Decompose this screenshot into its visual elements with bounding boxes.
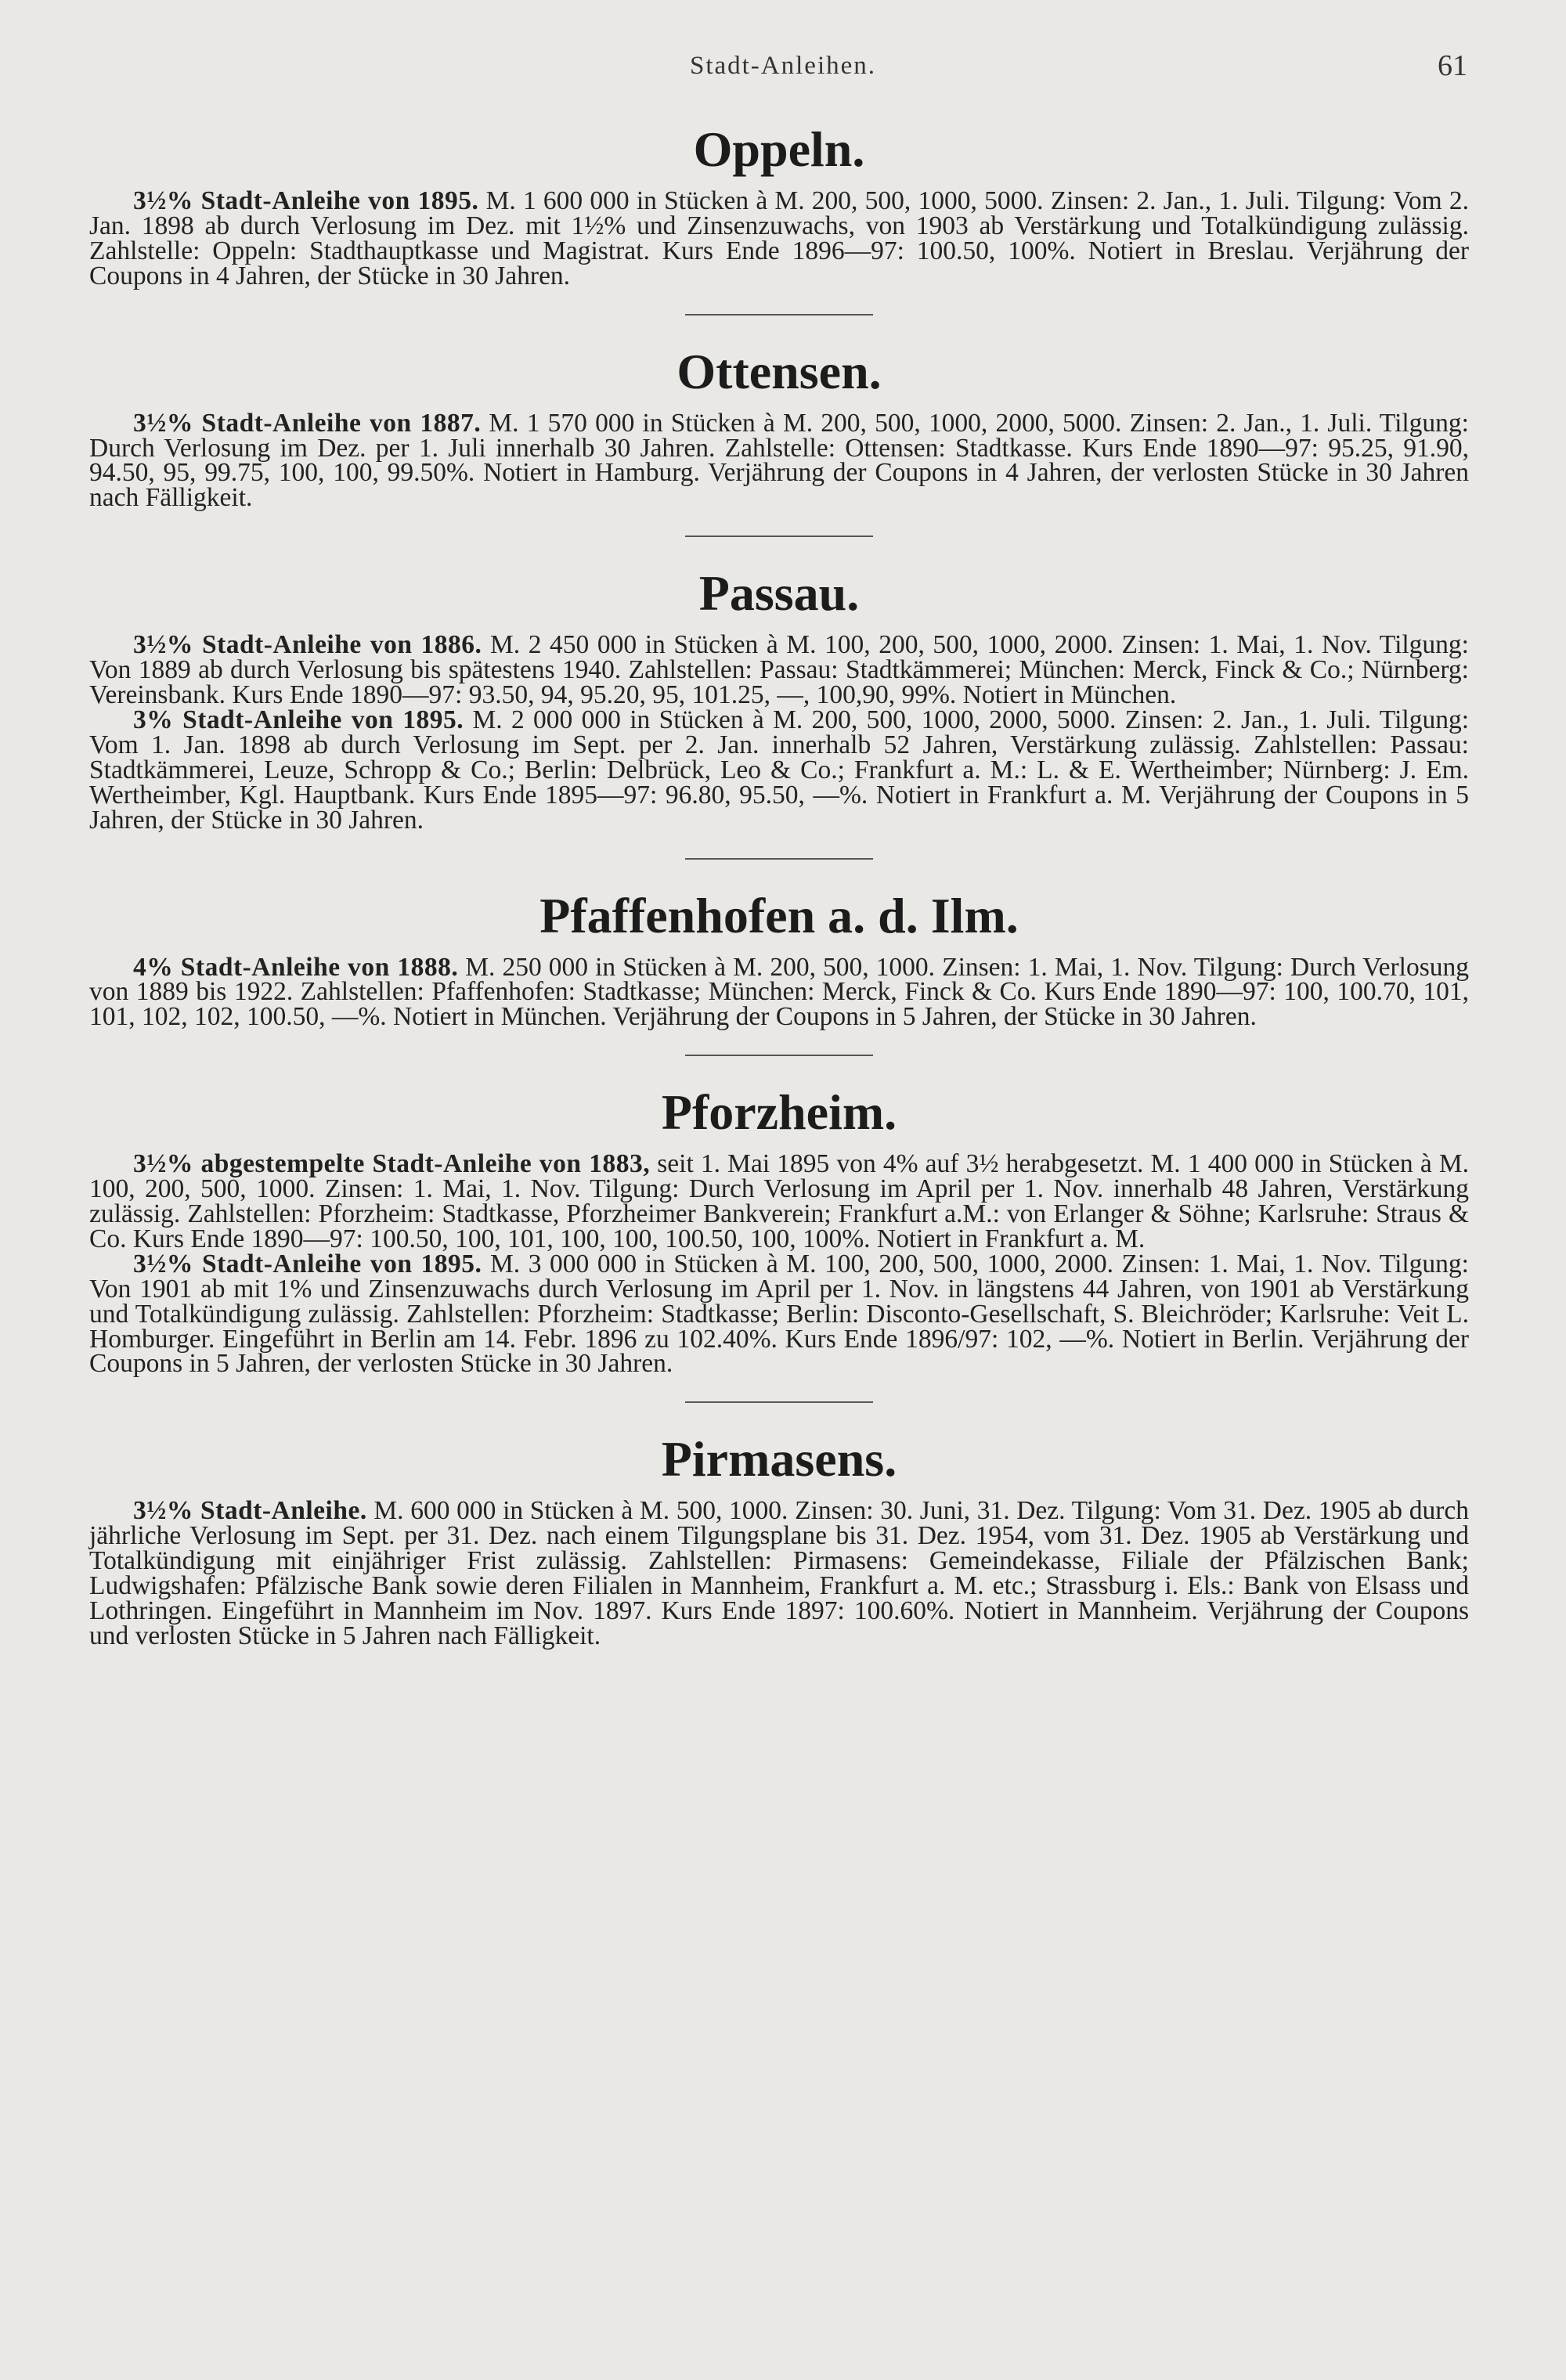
page-body [89, 121, 1469, 1649]
bond-entry [89, 408, 1469, 513]
running-head: Stadt-Anleihen. [689, 52, 877, 80]
section-pforzheim [89, 1084, 1470, 1379]
section-divider [685, 1401, 873, 1403]
bond-details: M. 2 450 000 in Stücken à M. 100, 200, 500, 1000, 2000. Zinsen: 1. Mai, 1. Nov. Tilgung: Von 1889 ab durch Verlosung bis spätestens 1940. Zahlstellen: Passau: Stadtkämmerei; München: Merck, Finck & Co.; Nürnberg: Vereinsbank. Kurs Ende 1890—97: 93.50, 94, 95.20, 95, 101.25, —, 100,90, 99%. Notiert in München. [89, 630, 1469, 710]
section-divider [685, 314, 873, 316]
bond-details: seit 1. Mai 1895 von 4% auf 3½ herabgesetzt. M. 1 400 000 in Stücken à M. 100, 200, 500, 1000. Zinsen: 1. Mai, 1. Nov. Tilgung: Durch Verlosung im April per 1. Nov. innerhalb 48 Jahren, Verstärkung zulässig. Zahlstellen: Pforzheim: Stadtkasse, Pforzheimer Bankverein; Frankfurt a.M.: von Erlanger & Söhne; Karlsruhe: Straus & Co. Kurs Ende 1890—97: 100.50, 100, 101, 100, 100, 100.50, 100, 100%. Notiert in Frankfurt a. M. [89, 1149, 1470, 1253]
bond-details: M. 1 600 000 in Stücken à M. 200, 500, 1000, 5000. Zinsen: 2. Jan., 1. Juli. Tilgung: Vom 2. Jan. 1898 ab durch Verlosung im Dez. mit 1½% und Zinsenzuwachs, von 1903 ab Verstärkung und Totalkündigung zulässig. Zahlstelle: Oppeln: Stadthauptkasse und Magistrat. Kurs Ende 1896—97: 100.50, 100%. Notiert in Breslau. Verjährung der Coupons in 4 Jahren, der Stücke in 30 Jahren. [89, 186, 1469, 290]
bond-entry [89, 630, 1469, 710]
section-passau [89, 565, 1469, 835]
bond-title: 3½% Stadt-Anleihe von 1895. [133, 1249, 482, 1278]
section-pfaffenhofen [89, 888, 1469, 1030]
bond-title: 3½% Stadt-Anleihe. [133, 1496, 367, 1526]
section-divider [685, 536, 873, 537]
bond-title: 3½% Stadt-Anleihe von 1886. [133, 630, 482, 660]
section-divider [685, 858, 873, 860]
bond-title: 3½% Stadt-Anleihe von 1895. [133, 186, 479, 215]
section-oppeln [89, 121, 1469, 289]
page-number: 61 [1438, 49, 1467, 82]
bond-details: M. 250 000 in Stücken à M. 200, 500, 1000. Zinsen: 1. Mai, 1. Nov. Tilgung: Durch Verlosung von 1889 bis 1922. Zahlstellen: Pfaffenhofen: Stadtkasse; München: Merck, Finck & Co. Kurs Ende 1890—97: 100, 100.70, 101, 101, 102, 102, 100.50, —%. Notiert in München. Verjährung der Coupons in 5 Jahren, der Stücke in 30 Jahren. [89, 952, 1470, 1032]
section-heading: Oppeln. [693, 121, 865, 177]
section-ottensen [89, 344, 1469, 511]
section-pirmasens [89, 1431, 1469, 1648]
bond-entry [89, 952, 1470, 1032]
section-heading: Ottensen. [677, 343, 882, 399]
bond-title: 3½% Stadt-Anleihe von 1887. [133, 408, 482, 438]
section-heading: Passau. [698, 565, 860, 622]
section-heading: Pirmasens. [661, 1431, 897, 1488]
bond-entry [89, 705, 1469, 835]
bond-entry [89, 1149, 1470, 1253]
bond-entry [89, 186, 1469, 290]
bond-details: M. 3 000 000 in Stücken à M. 100, 200, 500, 1000, 2000. Zinsen: 1. Mai, 1. Nov. Tilgung: Von 1901 ab mit 1% und Zinsenzuwachs durch Verlosung im April per 1. Nov. in längstens 44 Jahren, von 1901 ab Verstärkung und Totalkündigung zulässig. Zahlstellen: Pforzheim: Stadtkasse; Berlin: Disconto-Gesellschaft, S. Bleichröder; Karlsruhe: Veit L. Homburger. Eingeführt in Berlin am 14. Febr. 1896 zu 102.40%. Kurs Ende 1896/97: 102, —%. Notiert in Berlin. Verjährung der Coupons in 5 Jahren, der verlosten Stücke in 30 Jahren. [89, 1249, 1469, 1379]
section-heading: Pfaffenhofen a. d. Ilm. [539, 887, 1019, 943]
section-heading: Pforzheim. [661, 1084, 897, 1141]
bond-title: 4% Stadt-Anleihe von 1888. [133, 952, 459, 982]
bond-title: 3½% abgestempelte Stadt-Anleihe von 1883, [133, 1149, 651, 1179]
bond-details: M. 1 570 000 in Stücken à M. 200, 500, 1000, 2000, 5000. Zinsen: 2. Jan., 1. Juli. Tilgung: Durch Verlosung im Dez. per 1. Juli innerhalb 30 Jahren. Zahlstelle: Ottensen: Stadtkasse. Kurs Ende 1890—97: 95.25, 91.90, 94.50, 95, 99.75, 100, 100, 99.50%. Notiert in Hamburg. Verjährung der Coupons in 4 Jahren, der verlosten Stücke in 30 Jahren nach Fälligkeit. [89, 408, 1469, 513]
section-divider [685, 1055, 873, 1056]
bond-entry [89, 1249, 1469, 1379]
bond-entry [89, 1498, 1469, 1648]
bond-details: M. 600 000 in Stücken à M. 500, 1000. Zinsen: 30. Juni, 31. Dez. Tilgung: Vom 31. Dez. 1905 ab durch jährliche Verlosung im Sept. per 31. Dez. nach einem Tilgungsplane bis 31. Dez. 1954, vom 31. Dez. 1905 ab Verstärkung und Totalkündigung mit einjähriger Frist zulässig. Zahlstellen: Pirmasens: Gemeindekasse, Filiale der Pfälzischen Bank; Ludwigshafen: Pfälzische Bank sowie deren Filialen in Mannheim, Frankfurt a. M. etc.; Strassburg i. Els.: Bank von Elsass und Lothringen. Eingeführt in Mannheim im Nov. 1897. Kurs Ende 1897: 100.60%. Notiert in Mannheim. Verjährung der Coupons und verlosten Stücke in 5 Jahren nach Fälligkeit. [89, 1496, 1470, 1650]
bond-title: 3% Stadt-Anleihe von 1895. [133, 705, 464, 734]
bond-details: M. 2 000 000 in Stücken à M. 200, 500, 1000, 2000, 5000. Zinsen: 2. Jan., 1. Juli. Tilgung: Vom 1. Jan. 1898 ab durch Verlosung im Sept. per 2. Jan. innerhalb 52 Jahren, Verstärkung zulässig. Zahlstellen: Passau: Stadtkämmerei, Leuze, Schropp & Co.; Berlin: Delbrück, Leo & Co.; Frankfurt a. M.: L. & E. Wertheimber; Nürnberg: J. Em. Wertheimber, Kgl. Hauptbank. Kurs Ende 1895—97: 96.80, 95.50, —%. Notiert in Frankfurt a. M. Verjährung der Coupons in 5 Jahren, der Stücke in 30 Jahren. [89, 705, 1469, 835]
